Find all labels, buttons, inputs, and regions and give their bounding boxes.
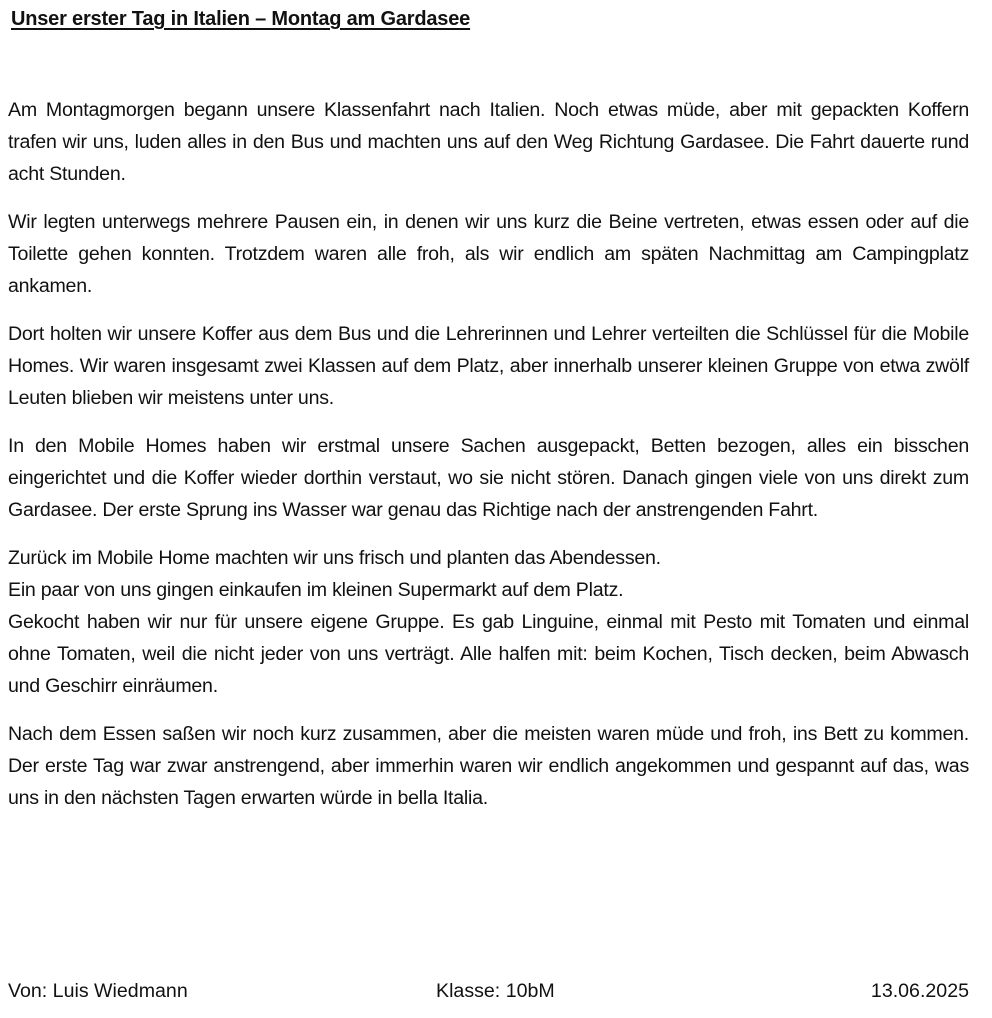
paragraph-dinner-line: Gekocht haben wir nur für unsere eigene Gruppe. Es gab Linguine, einmal mit Pesto mit Tomaten und einmal ohne Tomaten, weil die nicht jeder von uns verträgt. Alle halfen mit: beim Kochen, Tisch decken, beim Abwasch und Geschirr einräumen.	[8, 611, 969, 697]
paragraph-departure: Am Montagmorgen begann unsere Klassenfahrt nach Italien. Noch etwas müde, aber mit gepackten Koffern trafen wir uns, luden alles in den Bus und machten uns auf den Weg Richtung Gardasee. Die Fahrt dauerte rund acht Stunden.	[8, 99, 969, 185]
date-label: 13.06.2025	[870, 980, 969, 1002]
paragraph-journey: Wir legten unterwegs mehrere Pausen ein, in denen wir uns kurz die Beine vertreten, etwas essen oder auf die Toilette gehen konnten. Trotzdem waren alle froh, als wir endlich am späten Nachmittag am Campingplatz ankamen.	[8, 211, 969, 297]
paragraph-evening: Nach dem Essen saßen wir noch kurz zusammen, aber die meisten waren müde und froh, ins Bett zu kommen. Der erste Tag war zwar anstrengend, aber immerhin waren wir endlich angekommen und gespannt auf das, was uns in den nächsten Tagen erwarten würde in bella Italia.	[8, 723, 969, 809]
class-label: Klasse: 10bM	[436, 980, 555, 1002]
paragraph-dinner-line: Zurück im Mobile Home machten wir uns frisch und planten das Abendessen.	[8, 547, 661, 569]
document-title: Unser erster Tag in Italien – Montag am Gardasee	[11, 8, 471, 30]
paragraph-dinner-line: Ein paar von uns gingen einkaufen im kleinen Supermarkt auf dem Platz.	[8, 579, 624, 601]
document-footer	[8, 976, 969, 1006]
document-body	[8, 94, 969, 830]
paragraph-dinner	[8, 542, 969, 702]
paragraph-mobile-homes: In den Mobile Homes haben wir erstmal unsere Sachen ausgepackt, Betten bezogen, alles ein bisschen eingerichtet und die Koffer wieder dorthin verstaut, wo sie nicht stören. Danach gingen viele von uns direkt zum Gardasee. Der erste Sprung ins Wasser war genau das Richtige nach der anstrengenden Fahrt.	[8, 435, 969, 521]
paragraph-arrival: Dort holten wir unsere Koffer aus dem Bus und die Lehrerinnen und Lehrer verteilten die Schlüssel für die Mobile Homes. Wir waren insgesamt zwei Klassen auf dem Platz, aber innerhalb unserer kleinen Gruppe von etwa zwölf Leuten blieben wir meistens unter uns.	[8, 323, 969, 409]
author-label: Von: Luis Wiedmann	[8, 980, 188, 1002]
